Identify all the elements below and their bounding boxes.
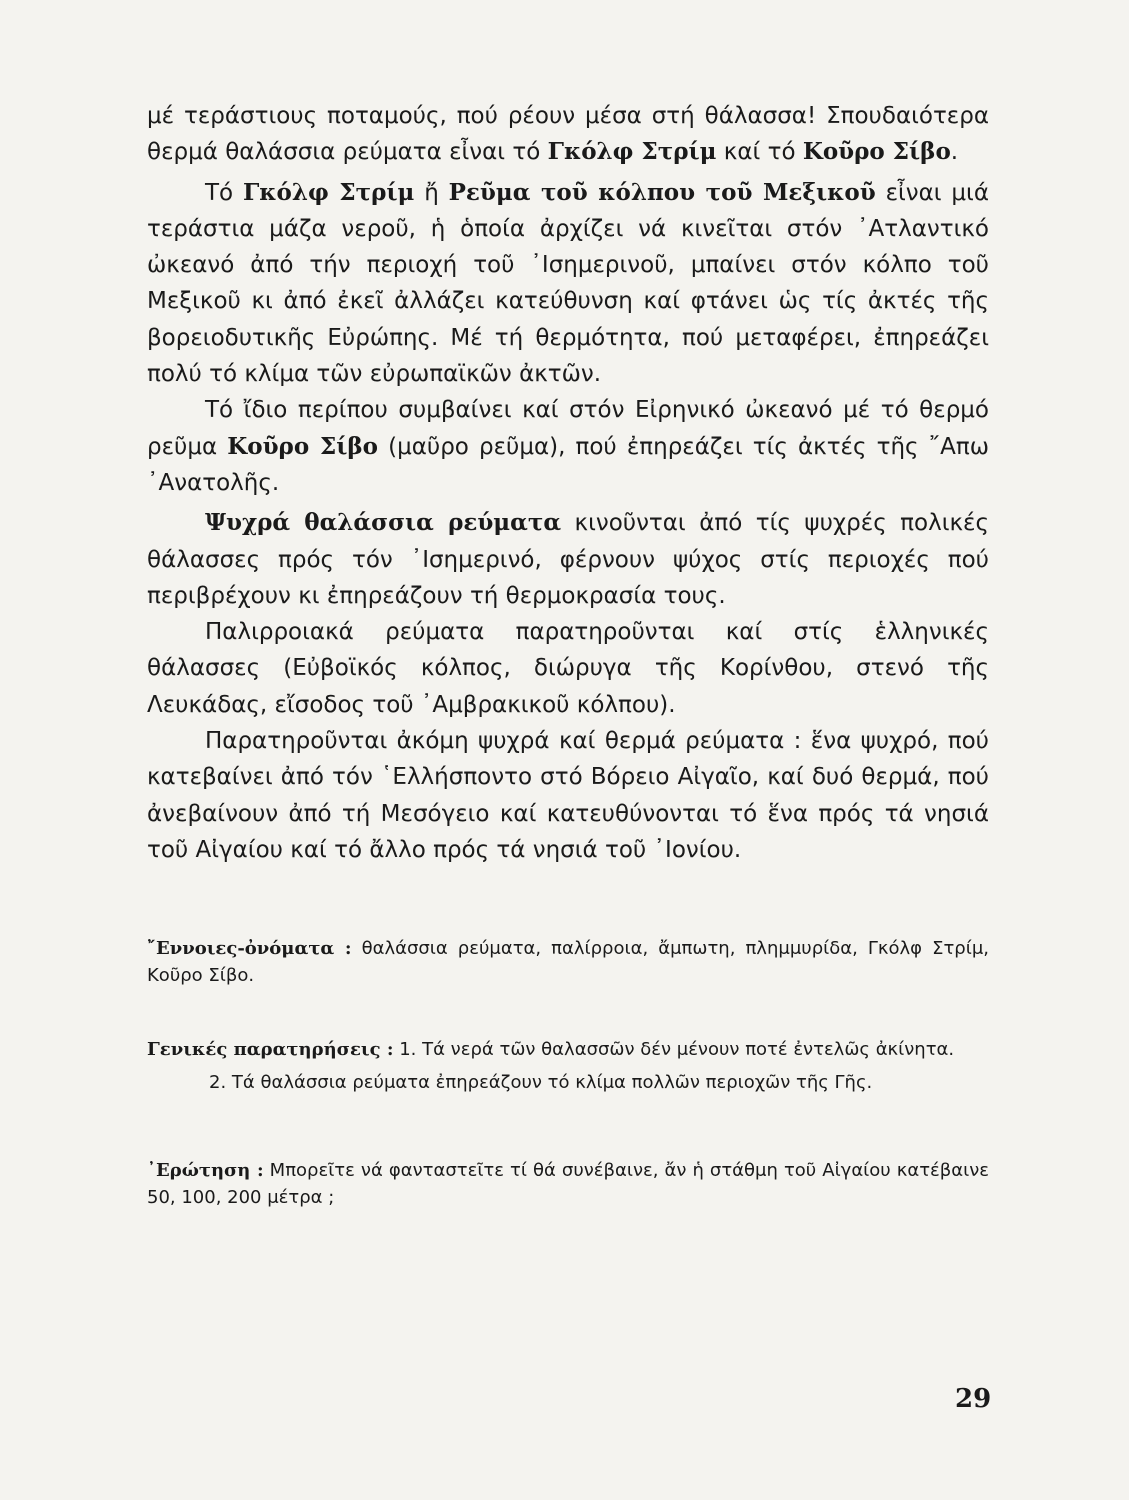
question-text: Μπορεῖτε νά φανταστεῖτε τί θά συνέβαινε, ἄν ἡ στάθμη τοῦ Αἰγαίου κατέβαινε 50, 100, 200 μέτρα ; [147, 1160, 990, 1208]
p1-text-a: μέ τεράστιους ποταμούς, πού ρέουν μέσα στή θάλασσα! Σπουδαιότερα θερμά θαλάσσια ρεύματα εἶναι τό [147, 103, 989, 166]
paragraph-3 [147, 392, 989, 501]
observation-2: 2. Τά θαλάσσια ρεύματα ἐπηρεάζουν τό κλίμα πολλῶν περιοχῶν τῆς Γῆς. [209, 1072, 873, 1093]
observations-note [147, 1036, 989, 1096]
concepts-label: ῎Εννοιες-ὀνόματα : [147, 938, 352, 959]
p1-text-c: καί τό [716, 139, 803, 166]
paragraph-2 [147, 175, 989, 393]
p1-text-d: . [950, 139, 959, 166]
term-kuroshio: Κοῦρο Σίβο [802, 138, 951, 166]
term-cold-currents: Ψυχρά θαλάσσια ρεύματα [205, 509, 562, 537]
paragraph-4 [147, 505, 989, 614]
p2-text-a: Τό [205, 179, 243, 206]
concepts-note [147, 935, 989, 989]
question-label: ᾿Ερώτηση : [147, 1160, 264, 1181]
term-gulf-of-mexico-current: Ρεῦμα τοῦ κόλπου τοῦ Μεξικοῦ [448, 178, 876, 206]
paragraph-6: Παρατηροῦνται ἀκόμη ψυχρά καί θερμά ρεύματα : ἕνα ψυχρό, πού κατεβαίνει ἀπό τόν ῾Ελλήσποντο στό Βόρειο Αἰγαῖο, καί δυό θερμά, πού ἀνεβαίνουν ἀπό τή Μεσόγειο καί κατευθύνονται τό ἕνα πρός τά νησιά τοῦ Αἰγαίου καί τό ἄλλο πρός τά νησιά τοῦ ᾿Ιονίου. [147, 728, 989, 863]
question-note [147, 1157, 989, 1211]
body-text [147, 98, 989, 868]
term-kuroshio-2: Κοῦρο Σίβο [227, 432, 378, 460]
p4-text-c: κινοῦνται ἀπό τίς ψυχρές πολικές θάλασσες πρός τόν ᾿Ισημερινό, φέρνουν ψύχος στίς περιοχές πού περιβρέχουν κι ἐπηρεάζουν τή θερμοκρασία τους. [147, 510, 989, 609]
p3-text-a: Τό ἴδιο περίπου συμβαίνει καί στόν Εἰρηνικό ὠκεανό μέ τό θερμό ρεῦμα [147, 397, 989, 460]
paragraph-5: Παλιρροιακά ρεύματα παρατηροῦνται καί στίς ἑλληνικές θάλασσες (Εὐβοϊκός κόλπος, διώρυγα τῆς Κορίνθου, στενό τῆς Λευκάδας, εἴσοδος τοῦ ᾿Αμβρακικοῦ κόλπου). [147, 619, 989, 718]
term-gulf-stream-2: Γκόλφ Στρίμ [242, 178, 415, 206]
paragraph-1 [147, 98, 989, 171]
p3-text-c: (μαῦρο ρεῦμα), πού ἐπηρεάζει τίς ἀκτές τῆς ῎Απω ᾿Ανατολῆς. [147, 433, 989, 496]
page-number: 29 [955, 1384, 992, 1414]
term-gulf-stream: Γκόλφ Στρίμ [547, 138, 717, 166]
observation-1: 1. Τά νερά τῶν θαλασσῶν δέν μένουν ποτέ ἐντελῶς ἀκίνητα. [393, 1039, 955, 1060]
p2-text-c: ἤ [414, 179, 449, 206]
concepts-text: θαλάσσια ρεύματα, παλίρροια, ἄμπωτη, πλημμυρίδα, Γκόλφ Στρίμ, Κοῦρο Σίβο. [147, 938, 989, 986]
observations-label: Γενικές παρατηρήσεις : [147, 1039, 394, 1060]
p2-text-d: εἶναι μιά τεράστια μάζα νεροῦ, ἡ ὁποία ἀρχίζει νά κινεῖται στόν ᾿Ατλαντικό ὠκεανό ἀπό τήν περιοχή τοῦ ᾿Ισημερινοῦ, μπαίνει στόν κόλπο τοῦ Μεξικοῦ κι ἀπό ἐκεῖ ἀλλάζει κατεύθυνση καί φτάνει ὡς τίς ἀκτές τῆς βορειοδυτικῆς Εὐρώπης. Μέ τή θερμότητα, πού μεταφέρει, ἐπηρεάζει πολύ τό κλίμα τῶν εὐρωπαϊκῶν ἀκτῶν. [147, 179, 989, 388]
